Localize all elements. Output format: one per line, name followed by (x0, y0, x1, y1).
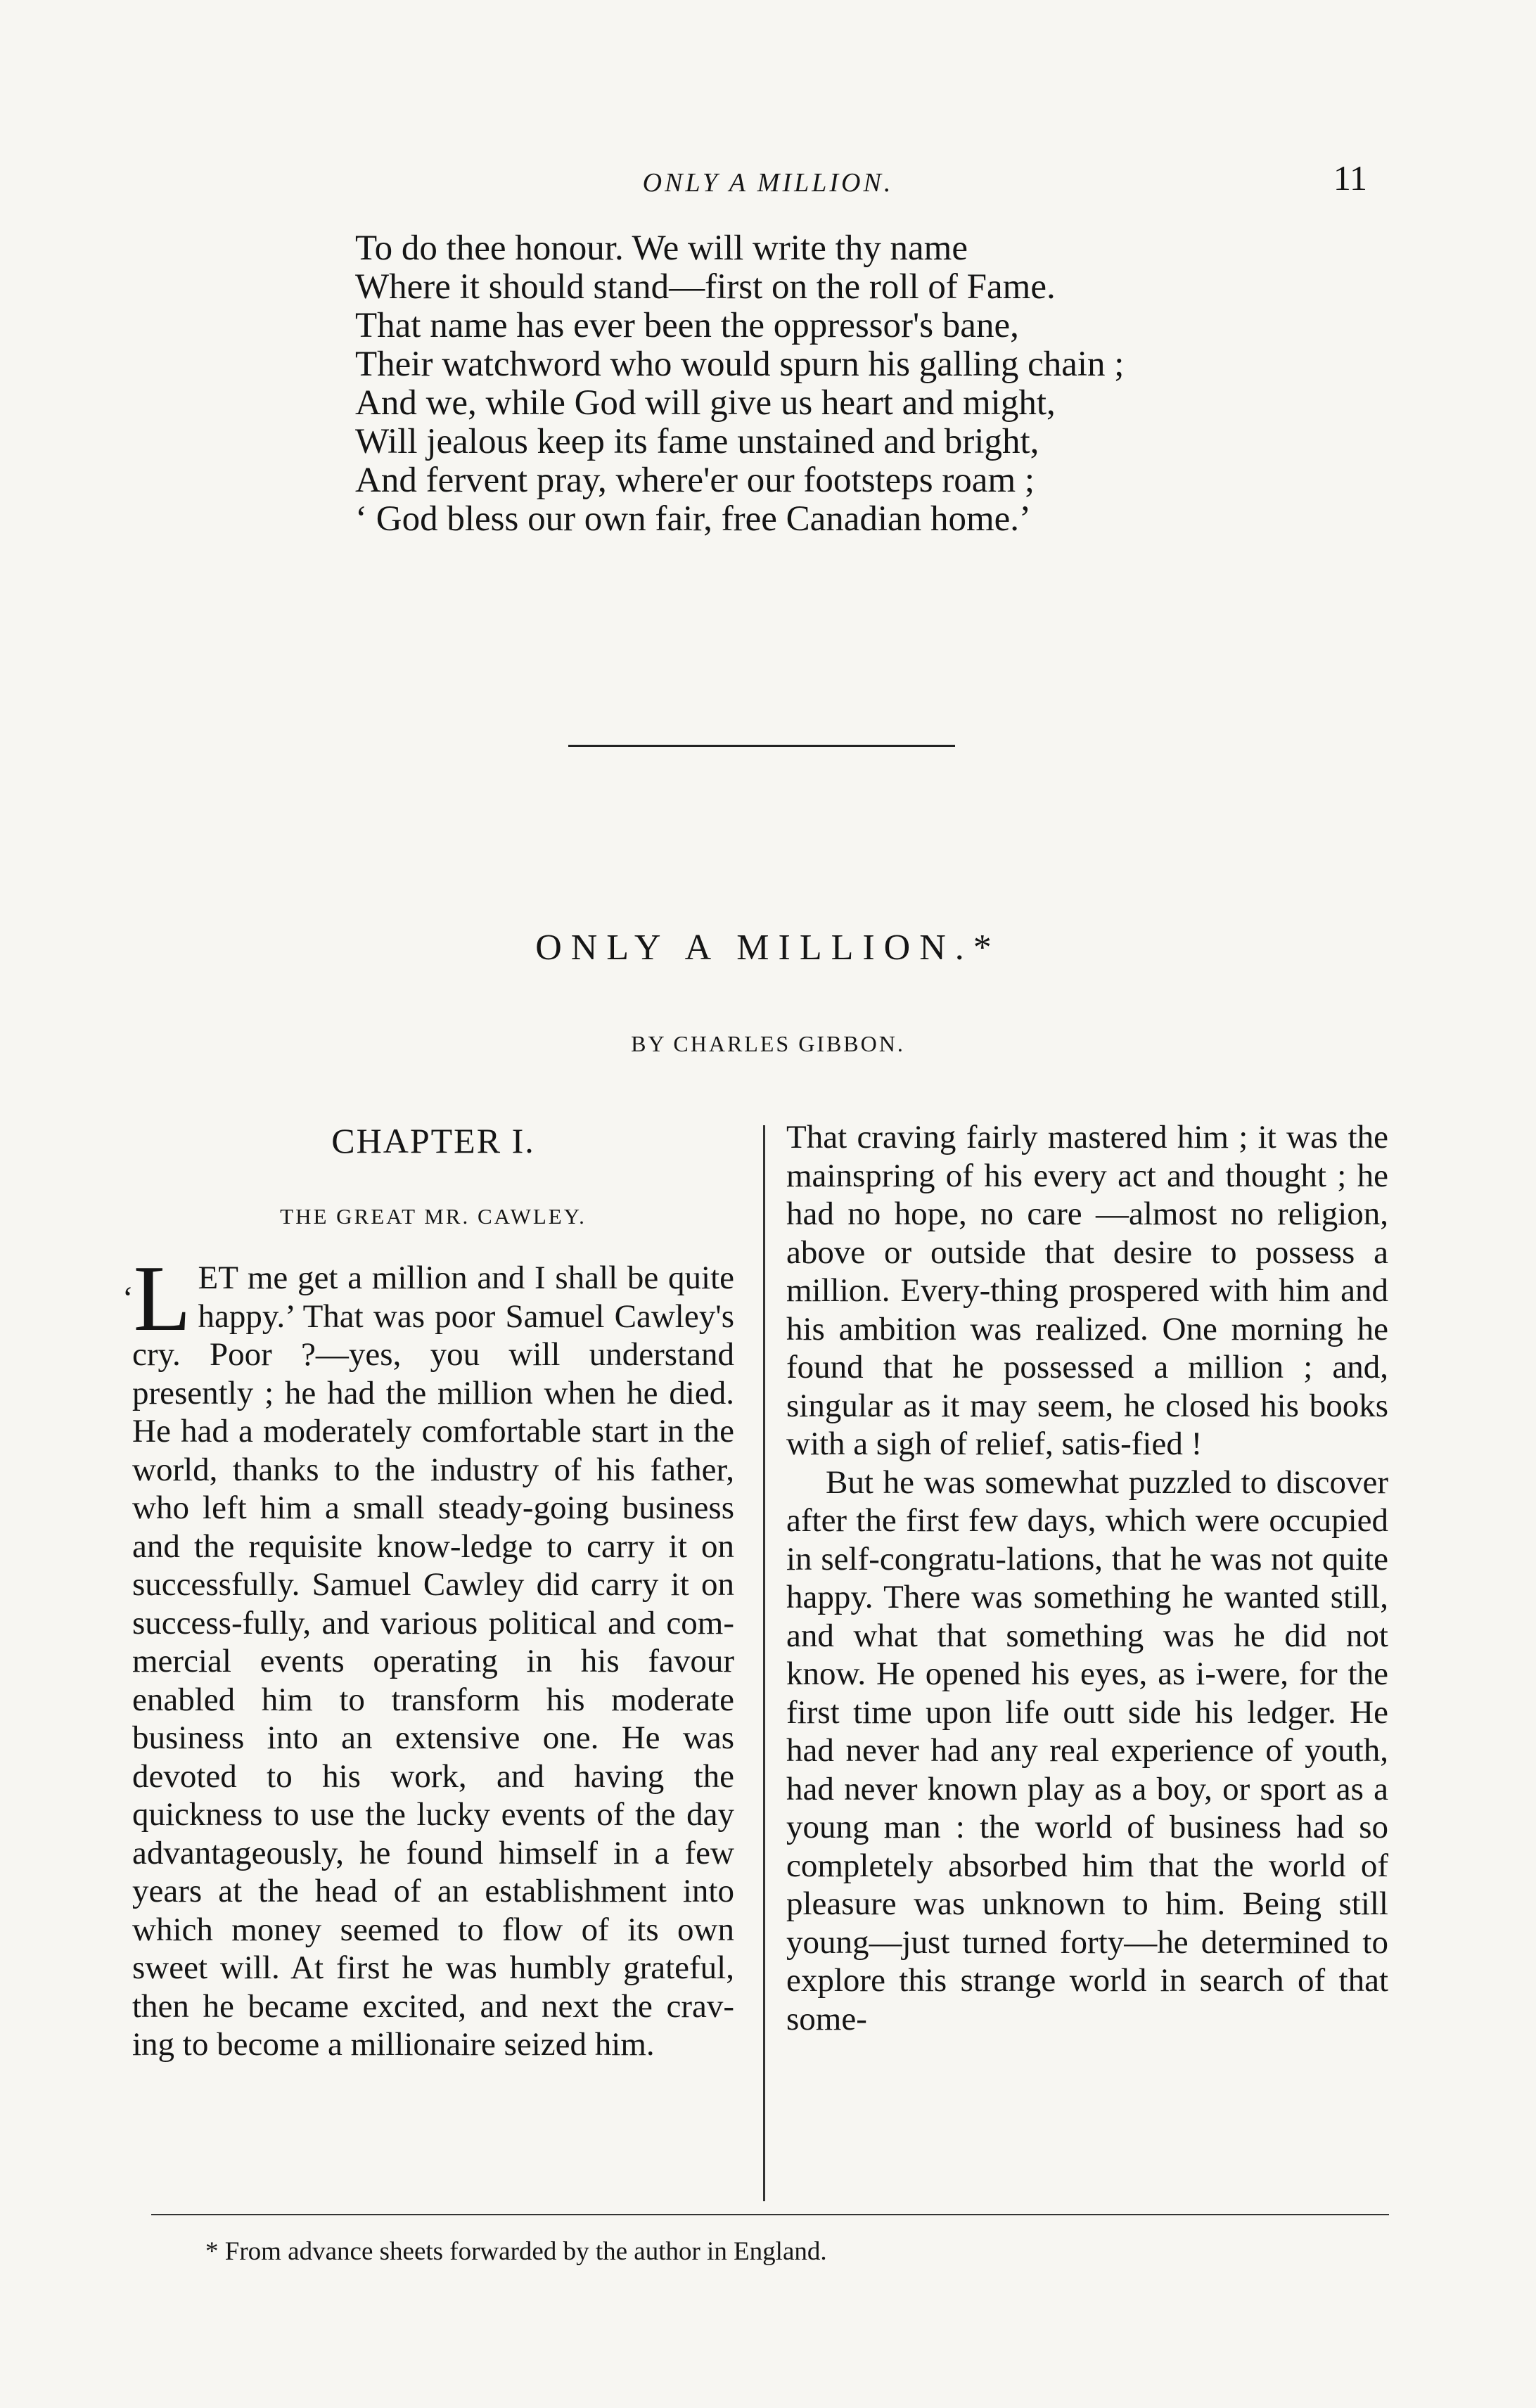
running-head (0, 158, 1536, 211)
poem-line: That name has ever been the oppressor's bane, (355, 306, 1019, 345)
running-title: ONLY A MILLION. (642, 168, 894, 198)
left-column (122, 1118, 734, 2064)
poem-stanza (355, 229, 1269, 539)
poem-line: ‘ God bless our own fair, free Canadian home.’ (355, 499, 1031, 539)
paragraph: But he was somewhat puzzled to discover after the first few days, which were occupied in self-congratu-lations, that he was not quite happy. There was something he wanted still, and what that something was he did not know. He opened his eyes, as i-were, for the first time upon life outt side his ledger. He had never had any real experience of youth, had never known play as a boy, or sport as a young man : the world of business had so completely absorbed him that the world of pleasure was unknown to him. Being still young—just turned forty—he determined to explore this strange world in search of that some- (786, 1464, 1388, 2037)
poem-line: Their watchword who would spurn his galling chain ; (355, 345, 1125, 384)
poem-line: And fervent pray, where'er our footsteps roam ; (355, 461, 1035, 500)
paragraph: That craving fairly mastered him ; it was the mainspring of his every act and thought ; he had no hope, no care —almost no religion, above or outside that desire to possess a million. Every-thing prospered with him and his ambition was realized. One morning he found that he possessed a million ; and, singular as it may seem, he closed his books with a sigh of relief, satis-fied ! (786, 1119, 1388, 1462)
chapter-subtitle: THE GREAT MR. CAWLEY. (280, 1204, 587, 1229)
column-divider (763, 1125, 765, 2201)
poem-line: And we, while God will give us heart and might, (355, 383, 1056, 423)
opening-paragraph (122, 1246, 734, 2064)
drop-cap (122, 1246, 191, 1350)
footnote: * From advance sheets forwarded by the author in England. (205, 2237, 827, 2266)
poem-line: To do thee honour. We will write thy name (355, 229, 968, 268)
footnote-rule (151, 2214, 1389, 2215)
right-column (786, 1118, 1388, 2038)
opening-paragraph-text: ET me get a million and I shall be quite happy.’ That was poor Samuel Cawley's cry. Poor ?—yes, you will understand presently ; he had the million when he died. He had a moderately comfortable start in the world, thanks to the industry of his father, who left him a small steady-going business and the requisite know-ledge to carry it on successfully. Samuel Cawley did carry it on success-fully, and various political and com-mercial events operating in his favour enabled him to transform his moderate business into an extensive one. He was devoted to his work, and having the quickness to use the lucky events of the day advantageously, he found himself in a few years at the head of an establishment into which money seemed to flow of its own sweet will. At first he was humbly grateful, then he became excited, and next the crav-ing to become a millionaire seized him. (132, 1260, 734, 2063)
story-title: ONLY A MILLION.* (535, 928, 1001, 968)
poem-line: Will jealous keep its fame unstained and bright, (355, 422, 1039, 461)
opening-quote-mark: ‘ (122, 1280, 134, 1317)
section-divider-rule (568, 745, 955, 747)
chapter-heading: CHAPTER I. (331, 1121, 535, 1160)
poem-line: Where it should stand—first on the roll of Fame. (355, 267, 1056, 307)
author-byline: BY CHARLES GIBBON. (631, 1031, 905, 1056)
page-number: 11 (1333, 158, 1367, 198)
drop-cap-letter: L (133, 1246, 191, 1350)
